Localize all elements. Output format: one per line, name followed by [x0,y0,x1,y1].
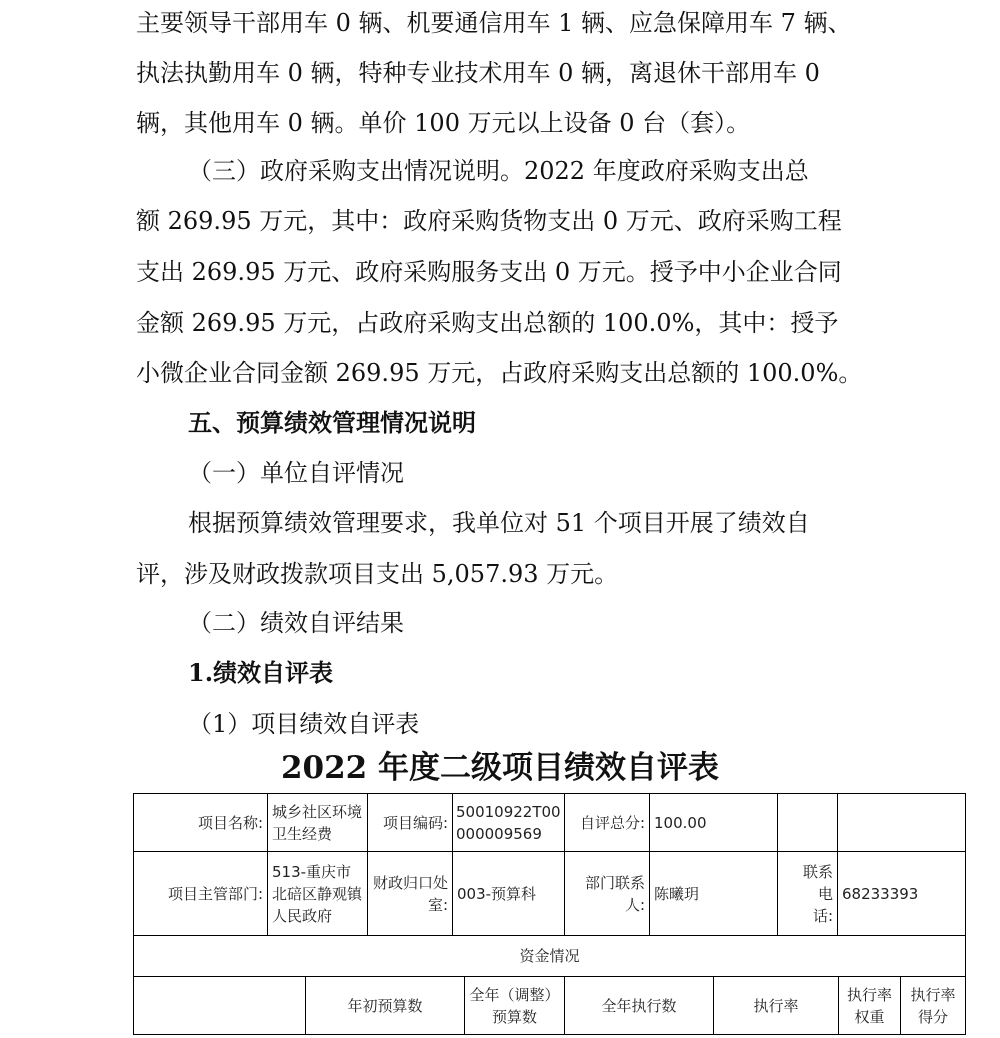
project-code-label: 项目编码: [367,793,453,852]
column-executed: 全年执行数 [564,976,714,1035]
paragraph-line: 辆，其他用车 0 辆。单价 100 万元以上设备 0 台（套）。 [136,109,751,137]
paragraph-line: 主要领导干部用车 0 辆、机要通信用车 1 辆、应急保障用车 7 辆、 [136,9,852,37]
dept-label: 项目主管部门: [133,851,268,936]
paragraph-line: 金额 269.95 万元，占政府采购支出总额的 100.0%，其中：授予 [136,309,839,337]
empty-cell [133,976,306,1035]
table-subheading: （1）项目绩效自评表 [188,710,420,738]
phone-value: 68233393 [837,851,966,936]
column-rate-score: 执行率得分 [900,976,966,1035]
column-adjusted-budget: 全年（调整）预算数 [464,976,565,1035]
finance-office-label: 财政归口处室: [367,851,453,936]
contact-label: 部门联系人: [564,851,650,936]
subsection-heading: （二）绩效自评结果 [188,609,404,637]
project-code-value: 50010922T00000009569 [452,793,565,852]
column-initial-budget: 年初预算数 [305,976,465,1035]
paragraph-line: 评，涉及财政拨款项目支出 5,057.93 万元。 [136,560,619,588]
column-execution-rate: 执行率 [713,976,839,1035]
paragraph-line: 根据预算绩效管理要求，我单位对 51 个项目开展了绩效自 [188,509,810,537]
finance-office-value: 003-预算科 [452,851,565,936]
paragraph-line: 支出 269.95 万元、政府采购服务支出 0 万元。授予中小企业合同 [136,258,842,286]
project-name-value: 城乡社区环境卫生经费 [267,793,368,852]
column-rate-weight: 执行率权重 [838,976,901,1035]
self-score-value: 100.00 [649,793,778,852]
subsection-heading: （一）单位自评情况 [188,459,404,487]
dept-value: 513-重庆市北碚区静观镇人民政府 [267,851,368,936]
self-score-label: 自评总分: [564,793,650,852]
paragraph-line: 额 269.95 万元，其中：政府采购货物支出 0 万元、政府采购工程 [136,207,842,235]
table-title: 2022 年度二级项目绩效自评表 [280,750,720,786]
paragraph-line: 小微企业合同金额 269.95 万元，占政府采购支出总额的 100.0%。 [136,359,863,387]
section-heading: 五、预算绩效管理情况说明 [188,408,476,437]
table-heading: 1.绩效自评表 [188,658,334,687]
empty-cell [837,793,966,852]
project-name-label: 项目名称: [133,793,268,852]
contact-value: 陈曦玥 [649,851,778,936]
paragraph-line: （三）政府采购支出情况说明。2022 年度政府采购支出总 [188,157,809,185]
empty-cell [777,793,838,852]
funds-section-header: 资金情况 [133,935,966,977]
phone-label: 联系电话: [777,851,838,936]
paragraph-line: 执法执勤用车 0 辆，特种专业技术用车 0 辆，离退休干部用车 0 [136,59,820,87]
performance-table [133,793,966,1035]
